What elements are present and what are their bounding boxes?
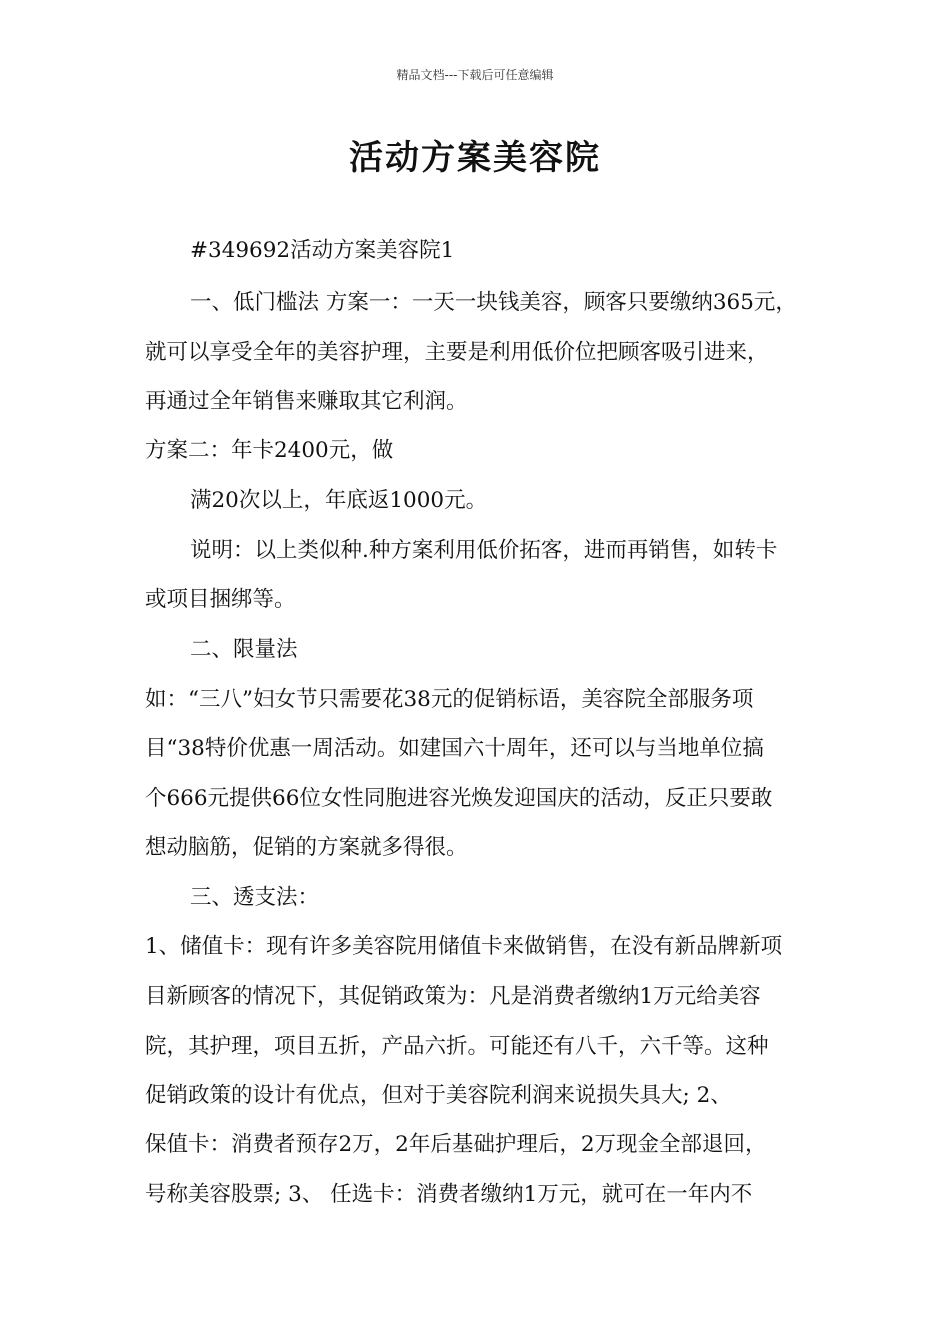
- body-line-20: 号称美容股票; 3、 任选卡：消费者缴纳1万元，就可在一年内不: [145, 1182, 753, 1207]
- body-line-11: 目“38特价优惠一周活动。如建国六十周年，还可以与当地单位搞: [145, 736, 764, 761]
- body-line-2: 一、低门槛法 方案一：一天一块钱美容，顾客只要缴纳365元，: [190, 290, 797, 315]
- body-line-5: 方案二：年卡2400元，做: [145, 438, 394, 463]
- header-note: 精品文档---下载后可任意编辑: [396, 68, 554, 82]
- body-line-10: 如：“三八”妇女节只需要花38元的促销标语，美容院全部服务项: [145, 687, 754, 712]
- body-line-12: 个666元提供66位女性同胞进容光焕发迎国庆的活动，反正只要敢: [145, 786, 773, 811]
- body-line-18: 促销政策的设计有优点，但对于美容院利润来说损失具大; 2、: [145, 1083, 732, 1108]
- body-line-19: 保值卡：消费者预存2万，2年后基础护理后，2万现金全部退回，: [145, 1132, 767, 1157]
- body-line-15: 1、储值卡：现有许多美容院用储值卡来做销售，在没有新品牌新项: [145, 934, 783, 959]
- body-line-16: 目新顾客的情况下，其促销政策为：凡是消费者缴纳1万元给美容: [145, 984, 761, 1009]
- body-line-4: 再通过全年销售来赚取其它利润。: [145, 389, 468, 414]
- body-line-6: 满20次以上，年底返1000元。: [190, 488, 488, 513]
- body-line-13: 想动脑筋，促销的方案就多得很。: [145, 835, 468, 860]
- body-line-8: 或项目捆绑等。: [145, 587, 296, 612]
- body-line-3: 就可以享受全年的美容护理，主要是利用低价位把顾客吸引进来，: [145, 340, 769, 365]
- body-line-7: 说明：以上类似种.种方案利用低价拓客，进而再销售，如转卡: [190, 538, 778, 563]
- body-line-9: 二、限量法: [190, 637, 298, 662]
- body-line-17: 院，其护理，项目五折，产品六折。可能还有八千，六千等。这种: [145, 1034, 769, 1059]
- document-title: 活动方案美容院: [349, 138, 601, 178]
- body-line-1: #349692活动方案美容院1: [190, 238, 455, 263]
- body-line-14: 三、透支法：: [190, 885, 320, 910]
